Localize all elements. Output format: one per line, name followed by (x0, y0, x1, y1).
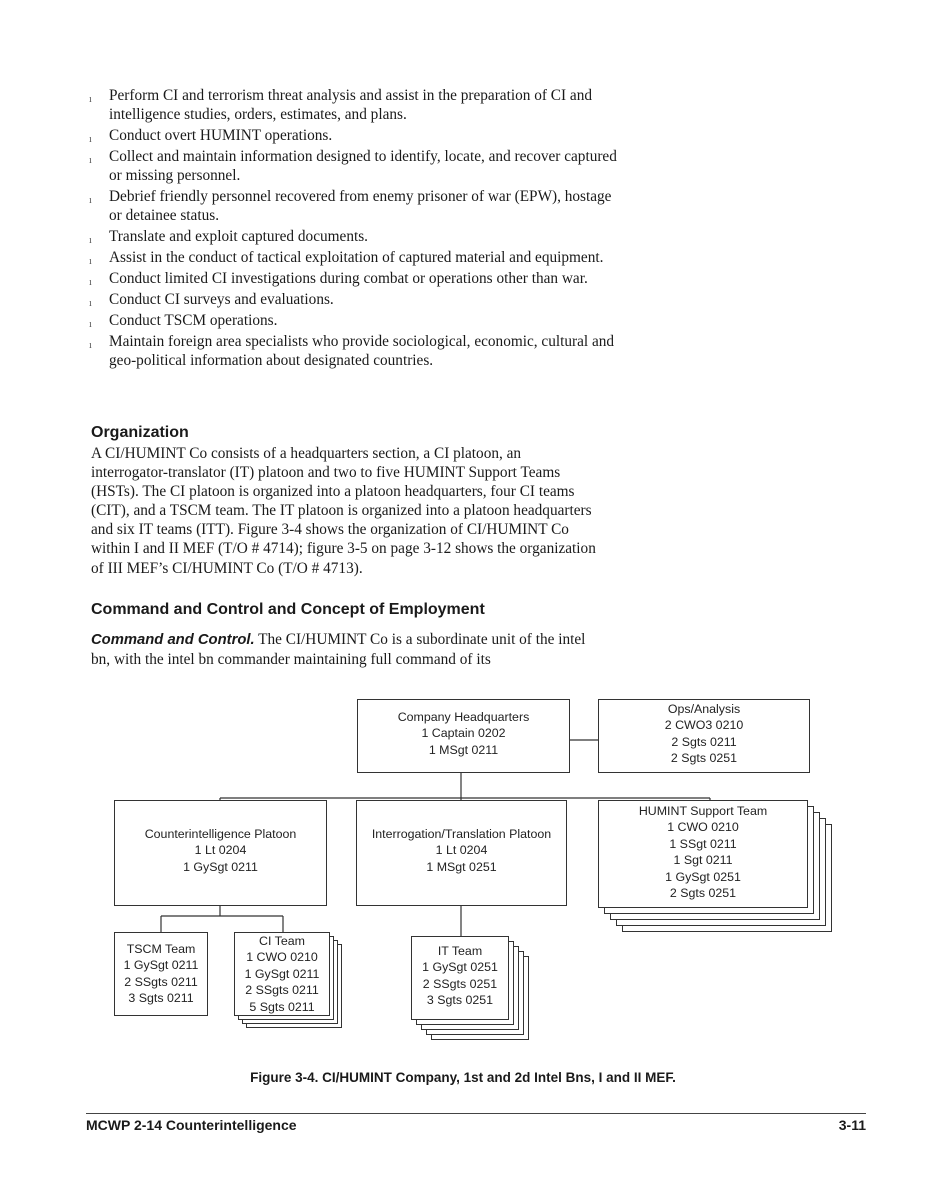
list-item: ı Debrief friendly personnel recovered from enemy prisoner of war (EPW), hostage or detainee status. (89, 188, 612, 224)
bullet-icon: ı (89, 319, 92, 330)
bullet-icon: ı (89, 134, 92, 145)
bullet-icon: ı (89, 155, 92, 166)
footer-title: MCWP 2-14 Counterintelligence (86, 1117, 297, 1133)
bullet-icon: ı (89, 277, 92, 288)
figure-caption: Figure 3-4. CI/HUMINT Company, 1st and 2d Intel Bns, I and II MEF. (250, 1070, 676, 1085)
bullet-icon: ı (89, 235, 92, 246)
list-item: ı Conduct CI surveys and evaluations. (86, 290, 626, 309)
ci-platoon-box: Counterintelligence Platoon 1 Lt 0204 1 GySgt 0211 (114, 800, 327, 906)
list-item: ı Assist in the conduct of tactical exploitation of captured material and equipment. (86, 248, 626, 267)
company-headquarters-box: Company Headquarters 1 Captain 0202 1 MSgt 0211 (357, 699, 570, 773)
list-item: ı Conduct limited CI investigations during combat or operations other than war. (86, 269, 626, 288)
command-text: The CI/HUMINT Co is a subordinate unit of the intel bn, with the intel bn commander maintaining full command of its (91, 631, 586, 669)
bullet-icon: ı (89, 195, 92, 206)
list-item: ı Maintain foreign area specialists who provide sociological, economic, cultural and geo-political information about designated countries. (89, 333, 615, 369)
list-item: ı Collect and maintain information designed to identify, locate, and recover captured or missing personnel. (89, 148, 617, 184)
ops-analysis-box: Ops/Analysis 2 CWO3 0210 2 Sgts 0211 2 Sgts 0251 (598, 699, 810, 773)
list-item: ı Translate and exploit captured documents. (86, 227, 626, 246)
tscm-team-box: TSCM Team 1 GySgt 0211 2 SSgts 0211 3 Sgts 0211 (114, 932, 208, 1016)
page-number: 3-11 (838, 1117, 866, 1133)
organization-heading: Organization (91, 424, 189, 441)
bullet-icon: ı (89, 94, 92, 105)
ci-team-box: CI Team 1 CWO 0210 1 GySgt 0211 2 SSgts 0211 5 Sgts 0211 (234, 932, 330, 1016)
list-item: ı Perform CI and terrorism threat analysis and assist in the preparation of CI and intelligence studies, orders, estimates, and plans. (89, 87, 592, 123)
list-item: ı Conduct TSCM operations. (86, 311, 626, 330)
command-runin: Command and Control. (91, 632, 255, 648)
command-heading: Command and Control and Concept of Employment (91, 601, 485, 618)
bullet-icon: ı (89, 298, 92, 309)
organization-paragraph: A CI/HUMINT Co consists of a headquarters section, a CI platoon, an interrogator-translator (IT) platoon and two to five HUMINT Support Teams (HSTs). The CI platoon is organized into a platoon headquarters, four CI teams (CIT), and a TSCM team. The IT platoon is organized into a platoon headquarters and six IT teams (ITT). Figure 3-4 shows the organization of CI/HUMINT Co within I and II MEF (T/O # 4714); figure 3-5 on page 3-12 shows the organization of III MEF’s CI/HUMINT Co (T/O # 4713). (91, 445, 596, 577)
it-platoon-box: Interrogation/Translation Platoon 1 Lt 0204 1 MSgt 0251 (356, 800, 567, 906)
it-team-box: IT Team 1 GySgt 0251 2 SSgts 0251 3 Sgts 0251 (411, 936, 509, 1020)
bullet-icon: ı (89, 340, 92, 351)
bullet-icon: ı (89, 256, 92, 267)
list-item: ı Conduct overt HUMINT operations. (86, 126, 626, 145)
footer-rule (86, 1113, 866, 1114)
hst-box: HUMINT Support Team 1 CWO 0210 1 SSgt 0211 1 Sgt 0211 1 GySgt 0251 2 Sgts 0251 (598, 800, 808, 908)
